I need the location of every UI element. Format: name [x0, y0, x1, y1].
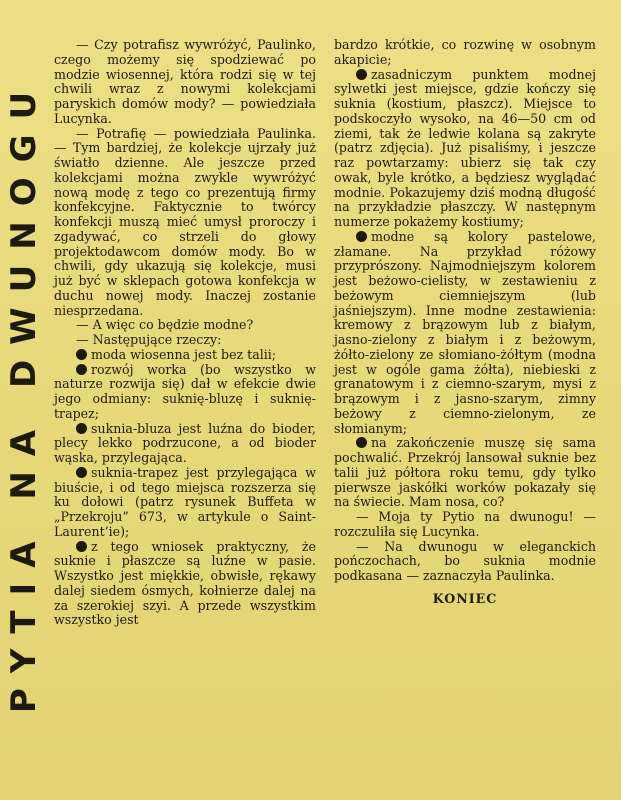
paragraph: — Na dwunogu w eleganckich pończochach, bo suknia modnie podkasana — zaznaczyła Paulinka. [334, 538, 596, 583]
bullet-paragraph [54, 466, 316, 540]
bullet-dot-icon [76, 467, 87, 478]
bullet-paragraph [334, 436, 596, 510]
article-title: PYTIA NA DWUNOGU [4, 76, 45, 714]
left-text-column [54, 38, 316, 628]
paragraph-text: na zakończenie muszę się sama pochwalić. Przekrój lansował suknie bez talii już półtora roku temu, gdy tylko pierwsze jaskółki worków pokazały się na świecie. Mam nosa, co? [334, 435, 596, 510]
bullet-dot-icon [76, 423, 87, 434]
paragraph-text: zasadniczym punktem modnej sylwetki jest miejsce, gdzie kończy się suknia (kostium, płaszcz). Miejsce to podskoczyło wysoko, na 46—50 cm od ziemi, tak że ledwie kolana są zakryte (patrz zdjęcia). Już pisaliśmy, i jeszcze raz powtarzamy: ubierz się tak czy owak, byle krótko, a będziesz wyglądać modnie. Pokazujemy dziś modną długość na przykładzie płaszczy. W następnym numerze pokażemy kostiumy; [334, 66, 596, 229]
vertical-title [4, 30, 44, 760]
article-end: KONIEC [432, 590, 498, 606]
bullet-paragraph [54, 422, 316, 466]
right-text-column [334, 38, 596, 607]
bullet-dot-icon [76, 541, 87, 552]
bullet-dot-icon [76, 349, 87, 360]
bullet-paragraph [334, 68, 596, 230]
bullet-dot-icon [356, 69, 367, 80]
paragraph-text: suknia-bluza jest luźna do bioder, plecy lekko podrzucone, a od bioder wąska, przylegająca. [54, 420, 316, 465]
paragraph-text: suknia-trapez jest przylegająca w biuście, i od tego miejsca rozszerza się ku dołowi (patrz rysunek Buffeta w „Przekroju” 673, w artykule o Saint-Laurent’ie); [54, 464, 316, 539]
paragraph: bardzo krótkie, co rozwinę w osobnym akapicie; [334, 37, 596, 67]
paragraph-text: moda wiosenna jest bez talii; [91, 346, 277, 362]
paragraph-text: modne są kolory pastelowe, złamane. Na przykład różowy przyprószony. Najmodniejszym kolorem jest beżowo-cielisty, w zestawieniu z beżowym ciemniejszym (lub jaśniejszym). Inne modne zestawienia: kremowy z brązowym lub z białym, jasno-zielony z białym i z beżowym, żółto-zielony ze słomiano-żółtym (modna jest w ogóle gama żółta), niebieski z granatowym i z ciemno-szarym, mysi z brązowym i z jasno-szarym, zimny beżowy z ciemno-zielonym, ze słomianym; [334, 228, 596, 436]
paragraph: — A więc co będzie modne? [76, 317, 254, 333]
paragraph: — Czy potrafisz wywróżyć, Paulinko, czego możemy się spodziewać po modzie wiosennej, która rodzi się w tej chwili wraz z nowymi kolekcjami paryskich domów mody? — powiedziała Lucynka. [54, 37, 316, 126]
paragraph-text: z tego wniosek praktyczny, że suknie i płaszcze są luźne w pasie. Wszystko jest miękkie, obwisłe, rękawy dalej siedem ósmych, kołnierze dalej na za szerokiej szyi. A przede wszystkim wszystko jest [54, 538, 316, 628]
bullet-paragraph [54, 363, 316, 422]
bullet-paragraph [54, 540, 316, 629]
bullet-dot-icon [76, 364, 87, 375]
paragraph-text: rozwój worka (bo wszystko w naturze rozwija się) dał w efekcie dwie jego odmiany: suknię-bluzę i suknię-trapez; [54, 361, 316, 421]
paragraph: — Moja ty Pytio na dwunogu! — rozczuliła się Lucynka. [334, 509, 596, 539]
bullet-dot-icon [356, 231, 367, 242]
bullet-dot-icon [356, 437, 367, 448]
paragraph: — Następujące rzeczy: [76, 332, 222, 347]
paragraph: — Potrafię — powiedziała Paulinka. — Tym bardziej, że kolekcje ujrzały już światło dzienne. Ale jeszcze przed kolekcjami można zwykle wywróżyć nową modę z tego co prezentują firmy konfekcyjne. Faktycznie to twórcy konfekcji muszą mieć umysł proroczy i zgadywać, co strzeli do głowy projektodawcom domów mody. Bo w chwili, gdy ukazują się kolekcje, musi już być w sklepach gotowa konfekcja w duchu nowej mody. Inaczej zostanie niesprzedana. [54, 125, 316, 318]
bullet-paragraph [334, 230, 596, 437]
bullet-paragraph [54, 348, 316, 363]
